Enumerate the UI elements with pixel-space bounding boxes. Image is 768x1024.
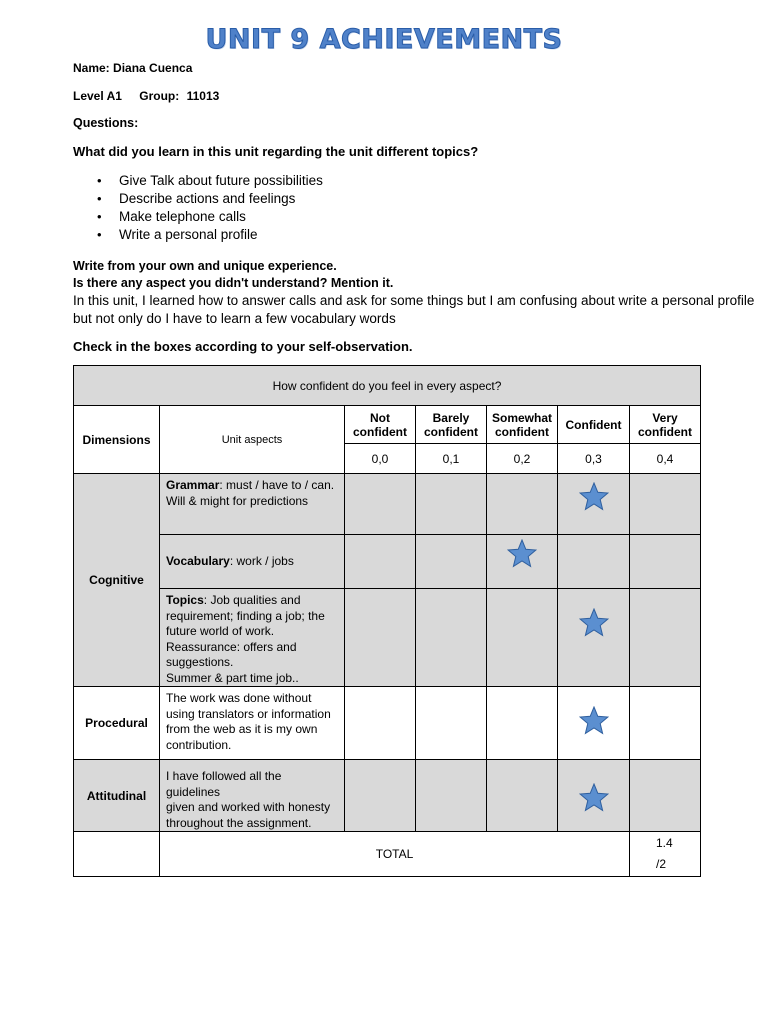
- level-header: Not confident: [345, 406, 416, 444]
- star-icon: [579, 783, 609, 813]
- rating-cell[interactable]: [345, 589, 416, 687]
- question-1: What did you learn in this unit regarding the unit different topics?: [73, 144, 479, 159]
- group-number: 11013: [186, 89, 220, 103]
- topics-list: [97, 172, 323, 244]
- rating-cell[interactable]: [630, 760, 701, 832]
- rating-cell[interactable]: [487, 589, 558, 687]
- rating-cell[interactable]: [630, 535, 701, 589]
- level-header: Barely confident: [416, 406, 487, 444]
- star-icon: [579, 706, 609, 736]
- dimensions-header: Dimensions: [74, 406, 160, 474]
- rating-cell[interactable]: [487, 535, 558, 589]
- aspect-text: The work was done without: [166, 691, 312, 705]
- rating-cell[interactable]: [416, 687, 487, 760]
- prompt-2: Is there any aspect you didn't understand? Mention it.: [73, 276, 394, 290]
- table-question: How confident do you feel in every aspect?: [74, 366, 701, 406]
- rating-cell[interactable]: [558, 687, 630, 760]
- confidence-table: [73, 365, 701, 877]
- total-value-line: /2: [656, 857, 667, 871]
- level-score: 0,0: [345, 444, 416, 474]
- aspect-text: requirement; finding a job; the: [166, 608, 325, 623]
- list-item: • Make telephone calls: [97, 208, 323, 226]
- rating-cell[interactable]: [487, 687, 558, 760]
- rating-cell[interactable]: [558, 535, 630, 589]
- level-group-line: [73, 89, 219, 103]
- aspect-vocabulary: [160, 535, 345, 589]
- aspect-text: throughout the assignment.: [166, 815, 312, 830]
- aspect-text: : must / have to / can.: [219, 478, 335, 492]
- table-row: [74, 535, 701, 589]
- table-row: [74, 474, 701, 535]
- aspect-text: Will & might for predictions: [166, 493, 309, 508]
- rating-cell[interactable]: [416, 474, 487, 535]
- dimension-procedural: Procedural: [74, 687, 160, 760]
- aspect-text: : Job qualities and: [203, 593, 301, 607]
- rating-cell[interactable]: [345, 687, 416, 760]
- rating-cell[interactable]: [558, 760, 630, 832]
- check-instruction: Check in the boxes according to your self-observation.: [73, 339, 413, 354]
- list-item: • Describe actions and feelings: [97, 190, 323, 208]
- questions-heading: Questions:: [73, 116, 139, 130]
- star-icon: [507, 539, 537, 569]
- aspect-text: I have followed all the guidelines: [166, 769, 282, 799]
- total-empty-cell: [74, 832, 160, 877]
- table-row: [74, 760, 701, 832]
- total-row: [74, 832, 701, 877]
- level-header: Confident: [558, 406, 630, 444]
- answer-line: but not only do I have to learn a few vocabulary words: [73, 311, 396, 326]
- list-item: • Write a personal profile: [97, 226, 323, 244]
- answer-paragraph: [73, 292, 755, 328]
- aspect-grammar: [160, 474, 345, 535]
- page-title: UNIT 9 ACHIEVEMENTS: [205, 24, 563, 55]
- level-score: 0,2: [487, 444, 558, 474]
- rating-cell[interactable]: [630, 589, 701, 687]
- student-name: Diana Cuenca: [113, 61, 193, 75]
- aspects-header: Unit aspects: [160, 406, 345, 474]
- aspect-key: Grammar: [166, 478, 220, 492]
- aspect-key: Vocabulary: [166, 553, 230, 568]
- aspect-text: given and worked with honesty: [166, 800, 331, 814]
- aspect-procedural: [160, 687, 345, 760]
- aspect-text: suggestions.: [166, 655, 234, 669]
- aspect-attitudinal: [160, 760, 345, 832]
- aspect-text: Reassurance: offers and: [166, 639, 297, 654]
- aspect-text: contribution.: [166, 737, 232, 752]
- rating-cell[interactable]: [345, 474, 416, 535]
- level-score: 0,3: [558, 444, 630, 474]
- rating-cell[interactable]: [630, 474, 701, 535]
- name-label: Name:: [73, 61, 110, 75]
- answer-line: In this unit, I learned how to answer calls and ask for some things but I am confusing about write a personal profile: [73, 293, 755, 308]
- rating-cell[interactable]: [558, 474, 630, 535]
- level-score: 0,4: [630, 444, 701, 474]
- aspect-topics: [160, 589, 345, 687]
- total-label: TOTAL: [160, 832, 630, 877]
- prompt-1: Write from your own and unique experience.: [73, 259, 337, 273]
- level-label: Level A1: [73, 89, 122, 103]
- dimension-cognitive: Cognitive: [74, 474, 160, 687]
- table-row: [74, 687, 701, 760]
- table-row: [74, 589, 701, 687]
- group-label: Group:: [139, 89, 180, 103]
- total-value: [630, 832, 701, 877]
- aspect-text: from the web as it is my own: [166, 722, 318, 736]
- rating-cell[interactable]: [416, 535, 487, 589]
- rating-cell[interactable]: [558, 589, 630, 687]
- star-icon: [579, 608, 609, 638]
- aspect-text: using translators or information: [166, 706, 331, 721]
- rating-cell[interactable]: [345, 760, 416, 832]
- aspect-text: future world of work.: [166, 624, 275, 638]
- level-header: Somewhat confident: [487, 406, 558, 444]
- rating-cell[interactable]: [416, 760, 487, 832]
- star-icon: [579, 482, 609, 512]
- total-value-line: 1.4: [656, 836, 673, 850]
- aspect-text: Summer & part time job..: [166, 670, 299, 685]
- rating-cell[interactable]: [630, 687, 701, 760]
- student-name-line: [73, 61, 192, 75]
- list-item: • Give Talk about future possibilities: [97, 172, 323, 190]
- aspect-key: Topics: [166, 593, 204, 607]
- rating-cell[interactable]: [345, 535, 416, 589]
- level-header: Very confident: [630, 406, 701, 444]
- dimension-attitudinal: Attitudinal: [74, 760, 160, 832]
- level-score: 0,1: [416, 444, 487, 474]
- rating-cell[interactable]: [487, 474, 558, 535]
- rating-cell[interactable]: [416, 589, 487, 687]
- aspect-text: : work / jobs: [229, 553, 294, 568]
- rating-cell[interactable]: [487, 760, 558, 832]
